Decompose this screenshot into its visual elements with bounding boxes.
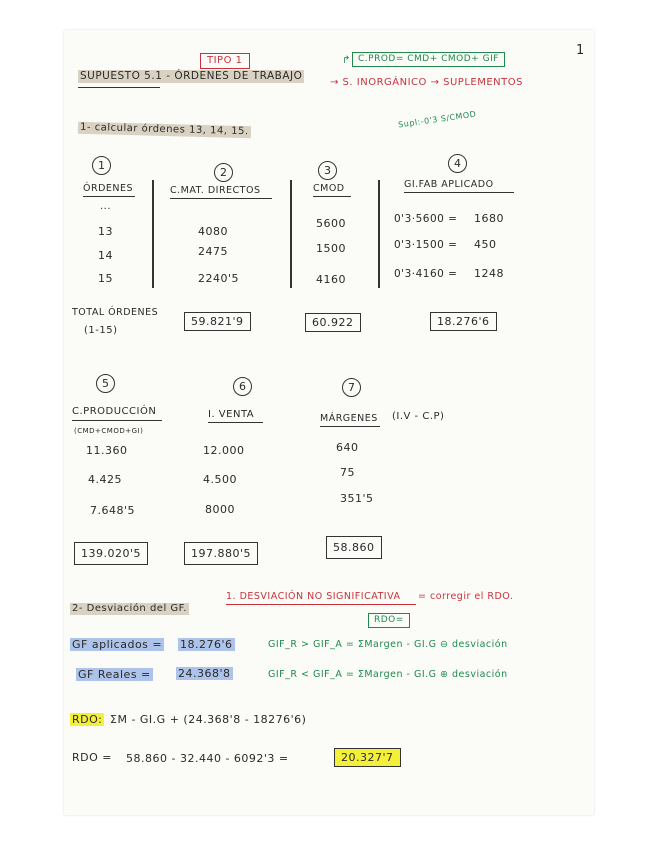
- section1-title: 1- calcular órdenes 13, 14, 15.: [78, 122, 251, 139]
- section1-side-note: Supl:-0'3 S/CMOD: [397, 109, 477, 130]
- header-underline: [313, 196, 351, 197]
- rdo-result: 20.327'7: [334, 748, 401, 767]
- row-cmod: 5600: [316, 217, 346, 230]
- row-orden: 14: [98, 249, 113, 262]
- rule-greater: GIF_R > GIF_A = ΣMargen - GI.G ⊖ desviación: [268, 639, 508, 650]
- cprod-value: 11.360: [86, 444, 128, 457]
- header-underline: [320, 426, 380, 427]
- gf-aplicados-label: GF aplicados =: [72, 638, 163, 651]
- total-venta: 197.880'5: [184, 542, 258, 565]
- cprod-value: 7.648'5: [90, 504, 136, 517]
- col-number-7: 7: [342, 378, 361, 397]
- total-cprod: 139.020'5: [74, 542, 148, 565]
- row-gif-value: 1248: [474, 267, 504, 280]
- header-cprod: C.PRODUCCIÓN: [72, 406, 157, 417]
- col-number-3: 3: [318, 161, 337, 180]
- column-divider: [290, 180, 292, 288]
- row-cmat: 2475: [198, 245, 228, 258]
- margenes-formula: (I.V - C.P): [392, 411, 445, 422]
- venta-value: 8000: [205, 503, 235, 516]
- header-cmat: C.MAT. DIRECTOS: [170, 185, 261, 196]
- rdo-box: RDO=: [368, 613, 410, 628]
- row-gif: 0'3·4160 =: [394, 268, 458, 280]
- header-underline: [404, 192, 514, 193]
- section2-title: 2- Desviación del GF.: [72, 603, 187, 614]
- cprod-value: 4.425: [88, 473, 122, 486]
- col-number-4: 4: [448, 154, 467, 173]
- total-sub-label: (1-15): [84, 325, 118, 336]
- gf-reales-label: GF Reales =: [78, 668, 151, 681]
- row-gif: 0'3·5600 =: [394, 213, 458, 225]
- col-number-6: 6: [233, 377, 252, 396]
- margen-value: 351'5: [340, 492, 374, 505]
- header-underline: [83, 196, 135, 197]
- row-orden: 13: [98, 225, 113, 238]
- header-gif: GI.FAB APLICADO: [404, 179, 494, 190]
- formula-box: C.PROD= CMD+ CMOD+ GIF: [352, 52, 505, 67]
- rule-less: GIF_R < GIF_A = ΣMargen - GI.G ⊕ desviación: [268, 669, 508, 680]
- venta-value: 12.000: [203, 444, 245, 457]
- rdo-label: RDO:: [72, 713, 103, 726]
- column-divider: [378, 180, 380, 288]
- gf-aplicados-value: 18.276'6: [180, 638, 233, 651]
- header-note: → S. INORGÁNICO → SUPLEMENTOS: [330, 77, 523, 88]
- ellipsis: ...: [100, 201, 112, 212]
- total-label: TOTAL ÓRDENES: [72, 307, 159, 318]
- venta-value: 4.500: [203, 473, 237, 486]
- header-ordenes: ÓRDENES: [83, 183, 134, 194]
- rdo2-label: RDO =: [72, 751, 112, 764]
- header-underline: [170, 198, 272, 199]
- row-cmod: 4160: [316, 273, 346, 286]
- row-cmod: 1500: [316, 242, 346, 255]
- total-cmod: 60.922: [305, 313, 361, 332]
- row-gif: 0'3·1500 =: [394, 239, 458, 251]
- col-number-1: 1: [92, 156, 111, 175]
- header-underline: [72, 420, 162, 421]
- title-underline: [78, 87, 160, 88]
- margen-value: 75: [340, 466, 355, 479]
- header-venta: I. VENTA: [208, 409, 255, 420]
- header-underline: [208, 422, 263, 423]
- desviacion-note: 1. DESVIACIÓN NO SIGNIFICATIVA: [226, 591, 401, 602]
- column-divider: [152, 180, 154, 288]
- row-gif-value: 450: [474, 238, 497, 251]
- col-number-2: 2: [214, 163, 233, 182]
- row-cmat: 4080: [198, 225, 228, 238]
- rdo-formula: ΣM - GI.G + (24.368'8 - 18276'6): [110, 713, 307, 726]
- gf-reales-value: 24.368'8: [178, 667, 231, 680]
- document-title: SUPUESTO 5.1 - ÓRDENES DE TRABAJO: [80, 70, 303, 82]
- desviacion-note-rest: = corregir el RDO.: [418, 591, 514, 602]
- tipo-box: TIPO 1: [200, 53, 250, 69]
- row-gif-value: 1680: [474, 212, 504, 225]
- arrow-icon: ↱: [342, 55, 351, 66]
- total-cmat: 59.821'9: [184, 312, 251, 331]
- note-underline: [226, 604, 416, 605]
- header-cmod: CMOD: [313, 183, 345, 194]
- margen-value: 640: [336, 441, 359, 454]
- header-margenes: MÁRGENES: [320, 413, 378, 424]
- header-cprod-sub: (CMD+CMOD+GI): [74, 427, 144, 435]
- row-orden: 15: [98, 272, 113, 285]
- total-gif: 18.276'6: [430, 312, 497, 331]
- rdo2-formula: 58.860 - 32.440 - 6092'3 =: [126, 752, 289, 765]
- total-margen: 58.860: [326, 536, 382, 559]
- page-number: 1: [576, 43, 585, 58]
- row-cmat: 2240'5: [198, 272, 240, 285]
- col-number-5: 5: [96, 374, 115, 393]
